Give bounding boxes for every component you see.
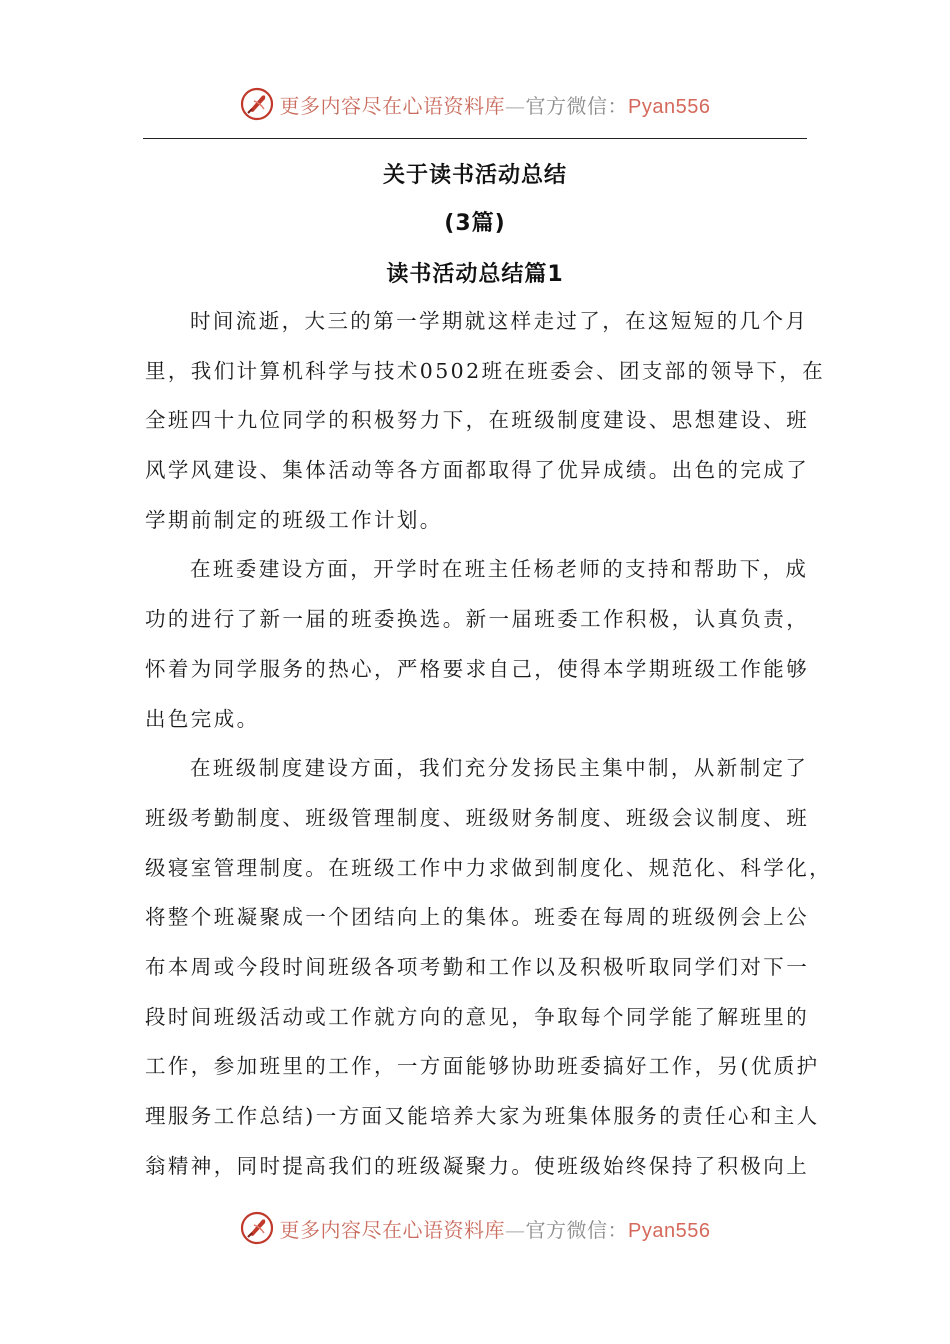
text-line: 风学风建设、集体活动等各方面都取得了优异成绩。出色的完成了 — [145, 458, 810, 483]
text-line: 在班级制度建设方面，我们充分发扬民主集中制，从新制定了 — [190, 756, 809, 781]
header-divider — [143, 138, 807, 139]
text-line: 班级考勤制度、班级管理制度、班级财务制度、班级会议制度、班 — [145, 805, 810, 830]
text-line: 在班委建设方面，开学时在班主任杨老师的支持和帮助下，成 — [190, 557, 809, 582]
header-banner — [0, 84, 950, 124]
text-line: 段时间班级活动或工作就方向的意见，争取每个同学能了解班里的 — [145, 1004, 810, 1029]
footer-banner-text: 更多内容尽在心语资料库—官方微信：Pyan556 — [279, 1217, 711, 1242]
text-line: 工作，参加班里的工作，一方面能够协助班委搞好工作，另(优质护 — [145, 1054, 820, 1079]
text-line: 学期前制定的班级工作计划。 — [145, 507, 443, 532]
text-line: 将整个班凝聚成一个团结向上的集体。班委在每周的班级例会上公 — [145, 905, 810, 930]
text-line: 功的进行了新一届的班委换选。新一届班委工作积极，认真负责， — [145, 607, 810, 632]
section-title: 读书活动总结篇1 — [386, 262, 564, 287]
text-line: 级寝室管理制度。在班级工作中力求做到制度化、规范化、科学化， — [145, 855, 832, 880]
wechat-id: Pyan556 — [628, 95, 711, 118]
text-line: 出色完成。 — [145, 706, 260, 731]
quill-logo-icon — [240, 87, 274, 121]
document-body — [145, 306, 832, 1200]
header-banner-text: 更多内容尽在心语资料库—官方微信：Pyan556 — [279, 93, 711, 118]
document-subtitle: (3篇) — [444, 211, 506, 236]
text-line: 布本周或今段时间班级各项考勤和工作以及积极听取同学们对下一 — [145, 954, 810, 979]
document-title: 关于读书活动总结 — [382, 163, 567, 188]
footer-banner — [0, 1208, 950, 1248]
quill-logo-icon — [240, 1211, 274, 1245]
text-line: 理服务工作总结)一方面又能培养大家为班集体服务的责任心和主人 — [145, 1104, 820, 1128]
text-line: 翁精神，同时提高我们的班级凝聚力。使班级始终保持了积极向上 — [145, 1153, 810, 1178]
text-line: 时间流逝，大三的第一学期就这样走过了，在这短短的几个月 — [190, 309, 809, 333]
text-line: 怀着为同学服务的热心，严格要求自己，使得本学期班级工作能够 — [145, 656, 810, 681]
text-line: 全班四十九位同学的积极努力下，在班级制度建设、思想建设、班 — [145, 408, 810, 433]
text-line: 里，我们计算机科学与技术0502班在班委会、团支部的领导下，在 — [145, 358, 826, 383]
wechat-id: Pyan556 — [628, 1219, 711, 1242]
